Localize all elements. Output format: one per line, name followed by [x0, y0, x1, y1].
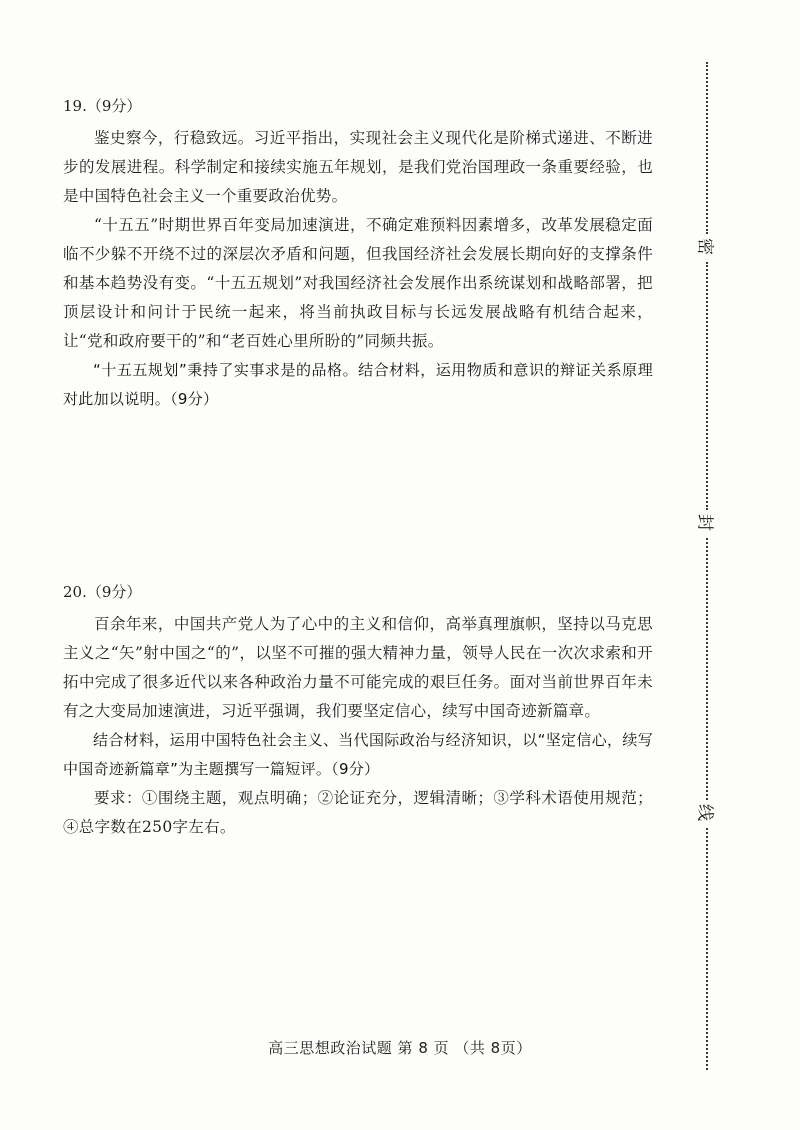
question-19-material-1: 鉴史察今，行稳致远。习近平指出，实现社会主义现代化是阶梯式递进、不断进步的发展进程。科学制定和接续实施五年规划，是我们党治国理政一条重要经验，也是中国特色社会主义一个重要政治优势。	[63, 129, 653, 205]
question-20-title: 20.（9分）	[63, 583, 142, 601]
binding-dotted-line	[706, 262, 708, 510]
binding-label-line: 线	[694, 804, 715, 821]
binding-dotted-line	[706, 538, 708, 800]
binding-dotted-line	[706, 62, 708, 234]
question-19-prompt: “十五五规划”秉持了实事求是的品格。结合材料，运用物质和意识的辩证关系原理对此加以说明。（9分）	[63, 361, 653, 408]
binding-label-seal: 密	[694, 238, 715, 255]
question-19-material-2: “十五五”时期世界百年变局加速演进，不确定难预料因素增多，改革发展稳定面临不少躲不开绕不过的深层次矛盾和问题，但我国经济社会发展长期向好的支撑条件和基本趋势没有变。“十五五规划”对我国经济社会发展作出系统谋划和战略部署，把顶层设计和问计于民统一起来，将当前执政目标与长远发展战略有机结合起来，让“党和政府要干的”和“老百姓心里所盼的”同频共振。	[63, 216, 653, 350]
page-footer: 高三思想政治试题 第 8 页 （共 8页）	[268, 1039, 532, 1057]
question-20-prompt: 结合材料，运用中国特色社会主义、当代国际政治与经济知识，以“坚定信心，续写中国奇迹新篇章”为主题撰写一篇短评。（9分）	[63, 731, 653, 778]
binding-label-close: 封	[694, 514, 715, 531]
question-20	[63, 582, 653, 842]
question-20-material-1: 百余年来，中国共产党人为了心中的主义和信仰，高举真理旗帜，坚持以马克思主义之“矢”射中国之“的”，以坚不可摧的强大精神力量，领导人民在一次次求索和开拓中完成了很多近代以来各种政治力量不可能完成的艰巨任务。面对当前世界百年未有之大变局加速演进，习近平强调，我们要坚定信心，续写中国奇迹新篇章。	[63, 615, 653, 720]
question-19-title: 19.（9分）	[63, 97, 142, 115]
question-19	[63, 96, 653, 414]
binding-dotted-line	[706, 828, 708, 1070]
question-20-requirements: 要求：①围绕主题，观点明确；②论证充分，逻辑清晰；③学科术语使用规范；④总字数在250字左右。	[63, 789, 653, 836]
